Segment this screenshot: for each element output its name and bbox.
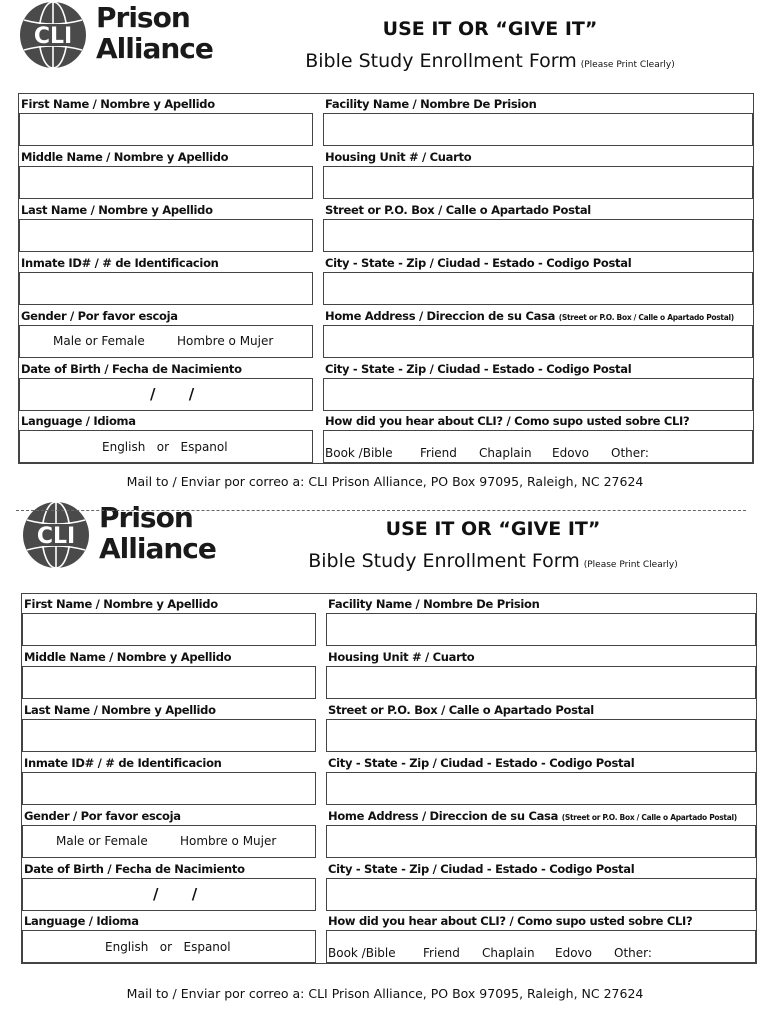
heard-option-book[interactable]: Book /Bible xyxy=(328,946,396,960)
brand-name: Prison Alliance xyxy=(96,1,213,65)
heard-option-book[interactable]: Book /Bible xyxy=(325,446,393,460)
inmate-id-input[interactable] xyxy=(19,272,313,305)
street-input[interactable] xyxy=(323,219,753,252)
gender-option-en[interactable]: Male or Female xyxy=(53,334,145,348)
first-name-label: First Name / Nombre y Apellido xyxy=(24,597,218,611)
last-name-input[interactable] xyxy=(22,719,316,752)
form-title: USE IT OR “GIVE IT” xyxy=(385,518,601,540)
first-name-input[interactable] xyxy=(22,613,316,646)
first-name-input[interactable] xyxy=(19,113,313,146)
mailing-address: Mail to / Enviar por correo a: CLI Prison Alliance, PO Box 97095, Raleigh, NC 27624 xyxy=(126,986,644,1001)
inmate-id-label: Inmate ID# / # de Identificacion xyxy=(21,256,219,270)
form-title: USE IT OR “GIVE IT” xyxy=(382,18,598,40)
middle-name-input[interactable] xyxy=(22,666,316,699)
language-label: Language / Idioma xyxy=(21,414,136,428)
middle-name-label: Middle Name / Nombre y Apellido xyxy=(24,650,232,664)
heard-about-label: How did you hear about CLI? / Como supo usted sobre CLI? xyxy=(325,414,690,428)
last-name-input[interactable] xyxy=(19,219,313,252)
gender-option-es[interactable]: Hombre o Mujer xyxy=(180,834,277,848)
home-address-label: Home Address / Direccion de su Casa (Street or P.O. Box / Calle o Apartado Postal) xyxy=(325,309,734,323)
city-state-zip-label: City - State - Zip / Ciudad - Estado - Codigo Postal xyxy=(325,256,632,270)
dob-label: Date of Birth / Fecha de Nacimiento xyxy=(24,862,245,876)
street-input[interactable] xyxy=(326,719,756,752)
form-subtitle: Bible Study Enrollment Form (Please Print Clearly) xyxy=(305,50,675,72)
home-address-label: Home Address / Direccion de su Casa (Street or P.O. Box / Calle o Apartado Postal) xyxy=(328,809,737,823)
housing-unit-input[interactable] xyxy=(326,666,756,699)
language-options[interactable]: English or Espanol xyxy=(105,940,231,954)
home-address-input[interactable] xyxy=(326,825,756,858)
last-name-label: Last Name / Nombre y Apellido xyxy=(21,203,213,217)
facility-input[interactable] xyxy=(323,113,753,146)
heard-option-edovo[interactable]: Edovo xyxy=(555,946,592,960)
city-state-zip-input[interactable] xyxy=(326,772,756,805)
heard-option-other[interactable]: Other: xyxy=(611,446,649,460)
gender-label: Gender / Por favor escoja xyxy=(24,809,181,823)
cli-prison-alliance-logo xyxy=(18,0,218,70)
heard-option-chaplain[interactable]: Chaplain xyxy=(482,946,535,960)
dob-separators: / / xyxy=(153,885,212,903)
middle-name-label: Middle Name / Nombre y Apellido xyxy=(21,150,229,164)
gender-option-en[interactable]: Male or Female xyxy=(56,834,148,848)
heard-option-friend[interactable]: Friend xyxy=(423,946,460,960)
home-city-state-zip-label: City - State - Zip / Ciudad - Estado - Codigo Postal xyxy=(328,862,635,876)
inmate-id-input[interactable] xyxy=(22,772,316,805)
inmate-id-label: Inmate ID# / # de Identificacion xyxy=(24,756,222,770)
home-city-state-zip-input[interactable] xyxy=(323,378,753,411)
dob-separators: / / xyxy=(150,385,209,403)
print-clearly-note: (Please Print Clearly) xyxy=(580,60,675,70)
logo-mark-text: CLI xyxy=(36,524,76,549)
city-state-zip-label: City - State - Zip / Ciudad - Estado - Codigo Postal xyxy=(328,756,635,770)
home-city-state-zip-input[interactable] xyxy=(326,878,756,911)
facility-label: Facility Name / Nombre De Prision xyxy=(325,97,537,111)
street-label: Street or P.O. Box / Calle o Apartado Postal xyxy=(328,703,594,717)
last-name-label: Last Name / Nombre y Apellido xyxy=(24,703,216,717)
heard-option-other[interactable]: Other: xyxy=(614,946,652,960)
housing-unit-input[interactable] xyxy=(323,166,753,199)
housing-unit-label: Housing Unit # / Cuarto xyxy=(328,650,475,664)
globe-icon xyxy=(18,0,88,70)
language-options[interactable]: English or Espanol xyxy=(102,440,228,454)
heard-option-chaplain[interactable]: Chaplain xyxy=(479,446,532,460)
form-subtitle: Bible Study Enrollment Form (Please Print Clearly) xyxy=(308,550,678,572)
gender-label: Gender / Por favor escoja xyxy=(21,309,178,323)
first-name-label: First Name / Nombre y Apellido xyxy=(21,97,215,111)
cut-line-divider xyxy=(16,510,746,511)
language-label: Language / Idioma xyxy=(24,914,139,928)
middle-name-input[interactable] xyxy=(19,166,313,199)
heard-about-label: How did you hear about CLI? / Como supo usted sobre CLI? xyxy=(328,914,693,928)
home-city-state-zip-label: City - State - Zip / Ciudad - Estado - Codigo Postal xyxy=(325,362,632,376)
mailing-address: Mail to / Enviar por correo a: CLI Prison Alliance, PO Box 97095, Raleigh, NC 27624 xyxy=(126,474,644,489)
logo-mark-text: CLI xyxy=(33,24,73,49)
home-address-input[interactable] xyxy=(323,325,753,358)
street-label: Street or P.O. Box / Calle o Apartado Postal xyxy=(325,203,591,217)
brand-name: Prison Alliance xyxy=(99,501,216,565)
housing-unit-label: Housing Unit # / Cuarto xyxy=(325,150,472,164)
dob-label: Date of Birth / Fecha de Nacimiento xyxy=(21,362,242,376)
facility-label: Facility Name / Nombre De Prision xyxy=(328,597,540,611)
print-clearly-note: (Please Print Clearly) xyxy=(583,560,678,570)
heard-option-edovo[interactable]: Edovo xyxy=(552,446,589,460)
facility-input[interactable] xyxy=(326,613,756,646)
gender-option-es[interactable]: Hombre o Mujer xyxy=(177,334,274,348)
city-state-zip-input[interactable] xyxy=(323,272,753,305)
heard-option-friend[interactable]: Friend xyxy=(420,446,457,460)
